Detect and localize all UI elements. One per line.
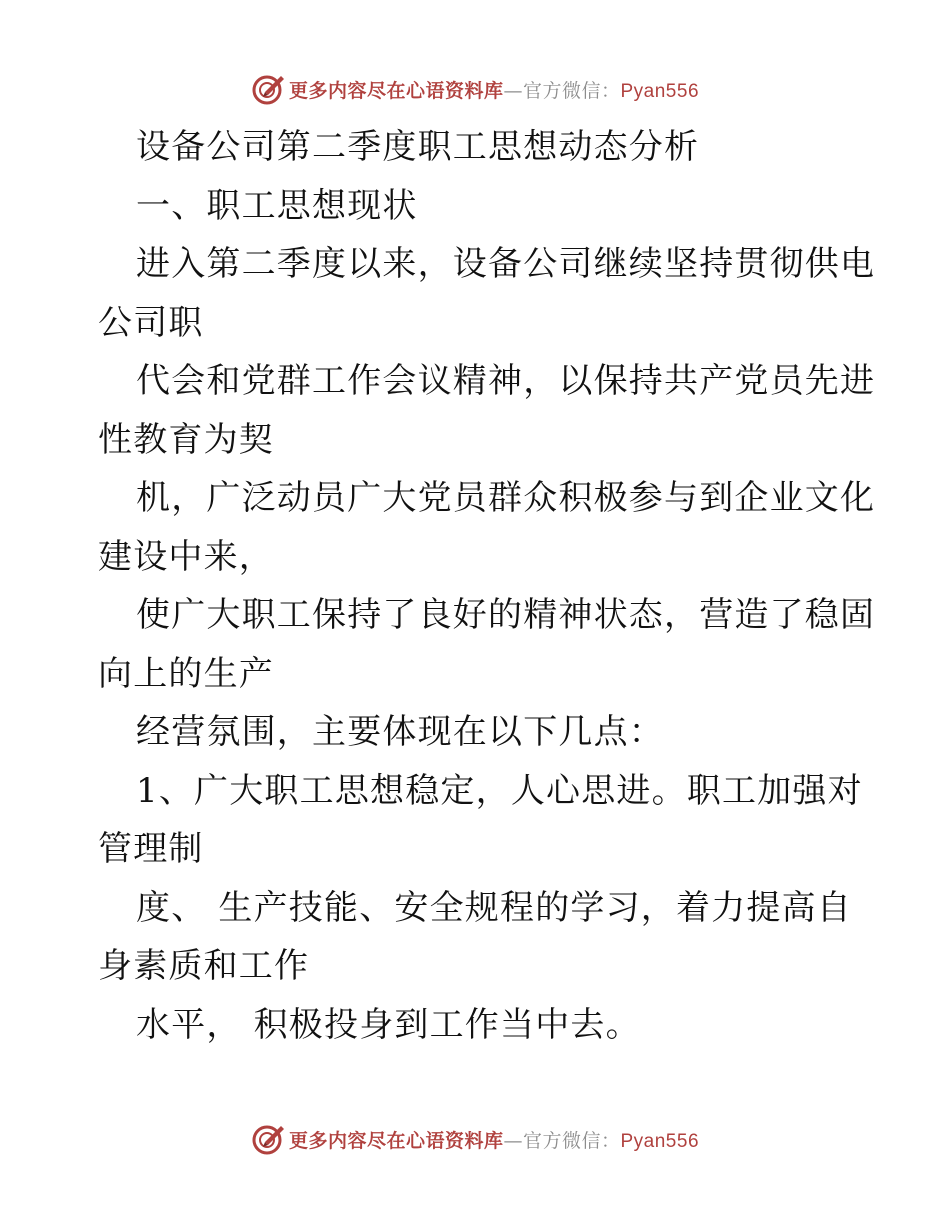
banner-brand: 更多内容尽在心语资料库	[288, 79, 504, 102]
banner-dash: —	[503, 79, 523, 102]
text-line: 建设中来，	[98, 536, 274, 577]
text-line: 水平， 积极投身到工作当中去。	[136, 1004, 641, 1045]
text-line: 公司职	[98, 302, 204, 343]
text-line: 代会和党群工作会议精神，以保持共产党员先进	[136, 361, 876, 401]
text-line: 1、广大职工思想稳定，人心思进。职工加强对	[136, 770, 863, 811]
text-line: 身素质和工作	[98, 946, 310, 986]
header-banner	[0, 72, 950, 106]
banner-wechat-label: 官方微信：	[522, 1129, 621, 1152]
banner-wechat-id: Pyan556	[620, 1130, 700, 1152]
text-line: 一、职工思想现状	[136, 185, 418, 226]
banner-wechat-label: 官方微信：	[522, 79, 621, 102]
text-line: 管理制	[98, 829, 204, 869]
banner-text	[289, 76, 699, 103]
text-line: 使广大职工保持了良好的精神状态，营造了稳固	[136, 595, 876, 635]
text-line: 设备公司第二季度职工思想动态分析	[136, 127, 700, 167]
footer-banner	[0, 1122, 950, 1156]
banner-wechat-id: Pyan556	[620, 80, 700, 102]
text-line: 向上的生产	[98, 653, 274, 694]
text-line: 进入第二季度以来，设备公司继续坚持贯彻供电	[136, 244, 876, 284]
banner-dash: —	[503, 1129, 523, 1152]
document-body	[98, 118, 876, 1054]
text-line: 经营氛围，主要体现在以下几点：	[136, 712, 664, 752]
text-line: 机，广泛动员广大党员群众积极参与到企业文化	[136, 478, 876, 518]
text-line: 性教育为契	[98, 419, 274, 460]
banner-text	[289, 1126, 699, 1153]
pen-logo-icon	[251, 72, 285, 106]
text-line: 度、 生产技能、安全规程的学习，着力提高自	[136, 887, 853, 928]
pen-logo-icon	[251, 1122, 285, 1156]
banner-brand: 更多内容尽在心语资料库	[288, 1129, 504, 1152]
